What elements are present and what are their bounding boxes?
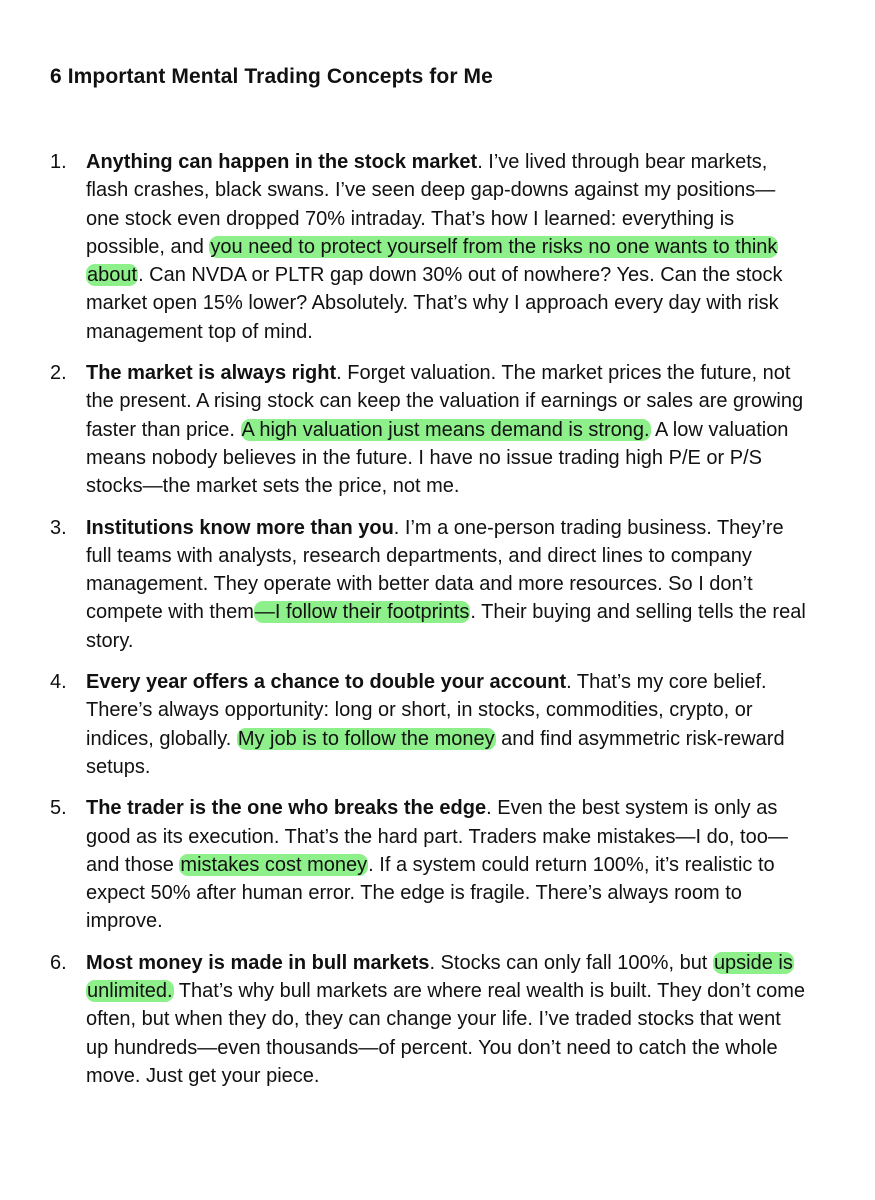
item-body-before: . Forget valuation. The market prices the future, not the present. A rising stock can keep the valuation if earnings or sales are growing faster than price. [86, 362, 804, 441]
item-highlight: —I follow their footprints [254, 601, 470, 624]
item-body-after: and find asymmetric risk-reward setups. [86, 727, 785, 778]
item-number: 4. [50, 671, 67, 694]
item-text [86, 668, 808, 781]
item-text [86, 514, 808, 655]
item-body-before: . Stocks can only fall 100%, but [429, 951, 713, 974]
list-item [50, 514, 815, 655]
item-text [86, 949, 808, 1090]
list-item [50, 359, 815, 500]
list-item [50, 949, 815, 1090]
item-body-after: . Their buying and selling tells the real story. [86, 601, 806, 652]
item-number: 5. [50, 797, 67, 820]
item-number: 1. [50, 151, 67, 173]
item-body-before: . I’m a one-person trading business. They’re full teams with analysts, research departments, and direct lines to company management. They operate with better data and more resources. So I don’t compete with them [86, 516, 784, 624]
item-lead: Every year offers a chance to double your account [86, 671, 567, 694]
list-item [50, 794, 815, 935]
item-body-after: That’s why bull markets are where real wealth is built. They don’t come often, but when they do, they can change your life. I’ve traded stocks that went up hundreds—even thousands—of percent. You don’t need to catch the whole move. Just get your piece. [86, 980, 806, 1087]
item-lead: Institutions know more than you [86, 516, 394, 539]
list-item [50, 668, 815, 781]
item-body-after: . If a system could return 100%, it’s realistic to expect 50% after human error. The edge is fragile. There’s always room to improve. [86, 853, 775, 933]
item-lead: Anything can happen in the stock market [86, 151, 478, 173]
item-body-after: . Can NVDA or PLTR gap down 30% out of nowhere? Yes. Can the stock market open 15% lower? Absolutely. That’s why I approach every day with risk management top of mind. [86, 264, 783, 343]
item-highlight: mistakes cost money [180, 853, 368, 876]
item-body-before: . That’s my core belief. There’s always opportunity: long or short, in stocks, commodities, crypto, or indices, globally. [86, 671, 767, 750]
item-body-after: A low valuation means nobody believes in the future. I have no issue trading high P/E or P/S stocks—the market sets the price, not me. [86, 418, 789, 498]
item-highlight: upside is unlimited. [87, 951, 793, 1003]
item-highlight: you need to protect yourself from the risks no one wants to think about [87, 235, 778, 287]
document-title: 6 Important Mental Trading Concepts for Me [50, 65, 493, 88]
item-body-before: . I’ve lived through bear markets, flash crashes, black swans. I’ve seen deep gap-downs against my positions—one stock even dropped 70% intraday. That’s how I learned: everything is possible, and [86, 151, 776, 258]
item-text [86, 148, 808, 346]
list-item [50, 148, 815, 346]
item-lead: The trader is the one who breaks the edge [86, 797, 487, 820]
item-number: 3. [50, 516, 67, 539]
item-text [86, 794, 808, 935]
item-body-before: . Even the best system is only as good as its execution. That’s the hard part. Traders make mistakes—I do, too—and those [86, 797, 788, 876]
item-highlight: A high valuation just means demand is strong. [241, 418, 650, 441]
item-number: 6. [50, 951, 67, 974]
item-lead: Most money is made in bull markets [86, 951, 430, 974]
item-text [86, 359, 808, 500]
concepts-list [50, 148, 815, 1090]
item-number: 2. [50, 362, 67, 385]
item-highlight: My job is to follow the money [237, 727, 495, 750]
item-lead: The market is always right [86, 362, 337, 385]
